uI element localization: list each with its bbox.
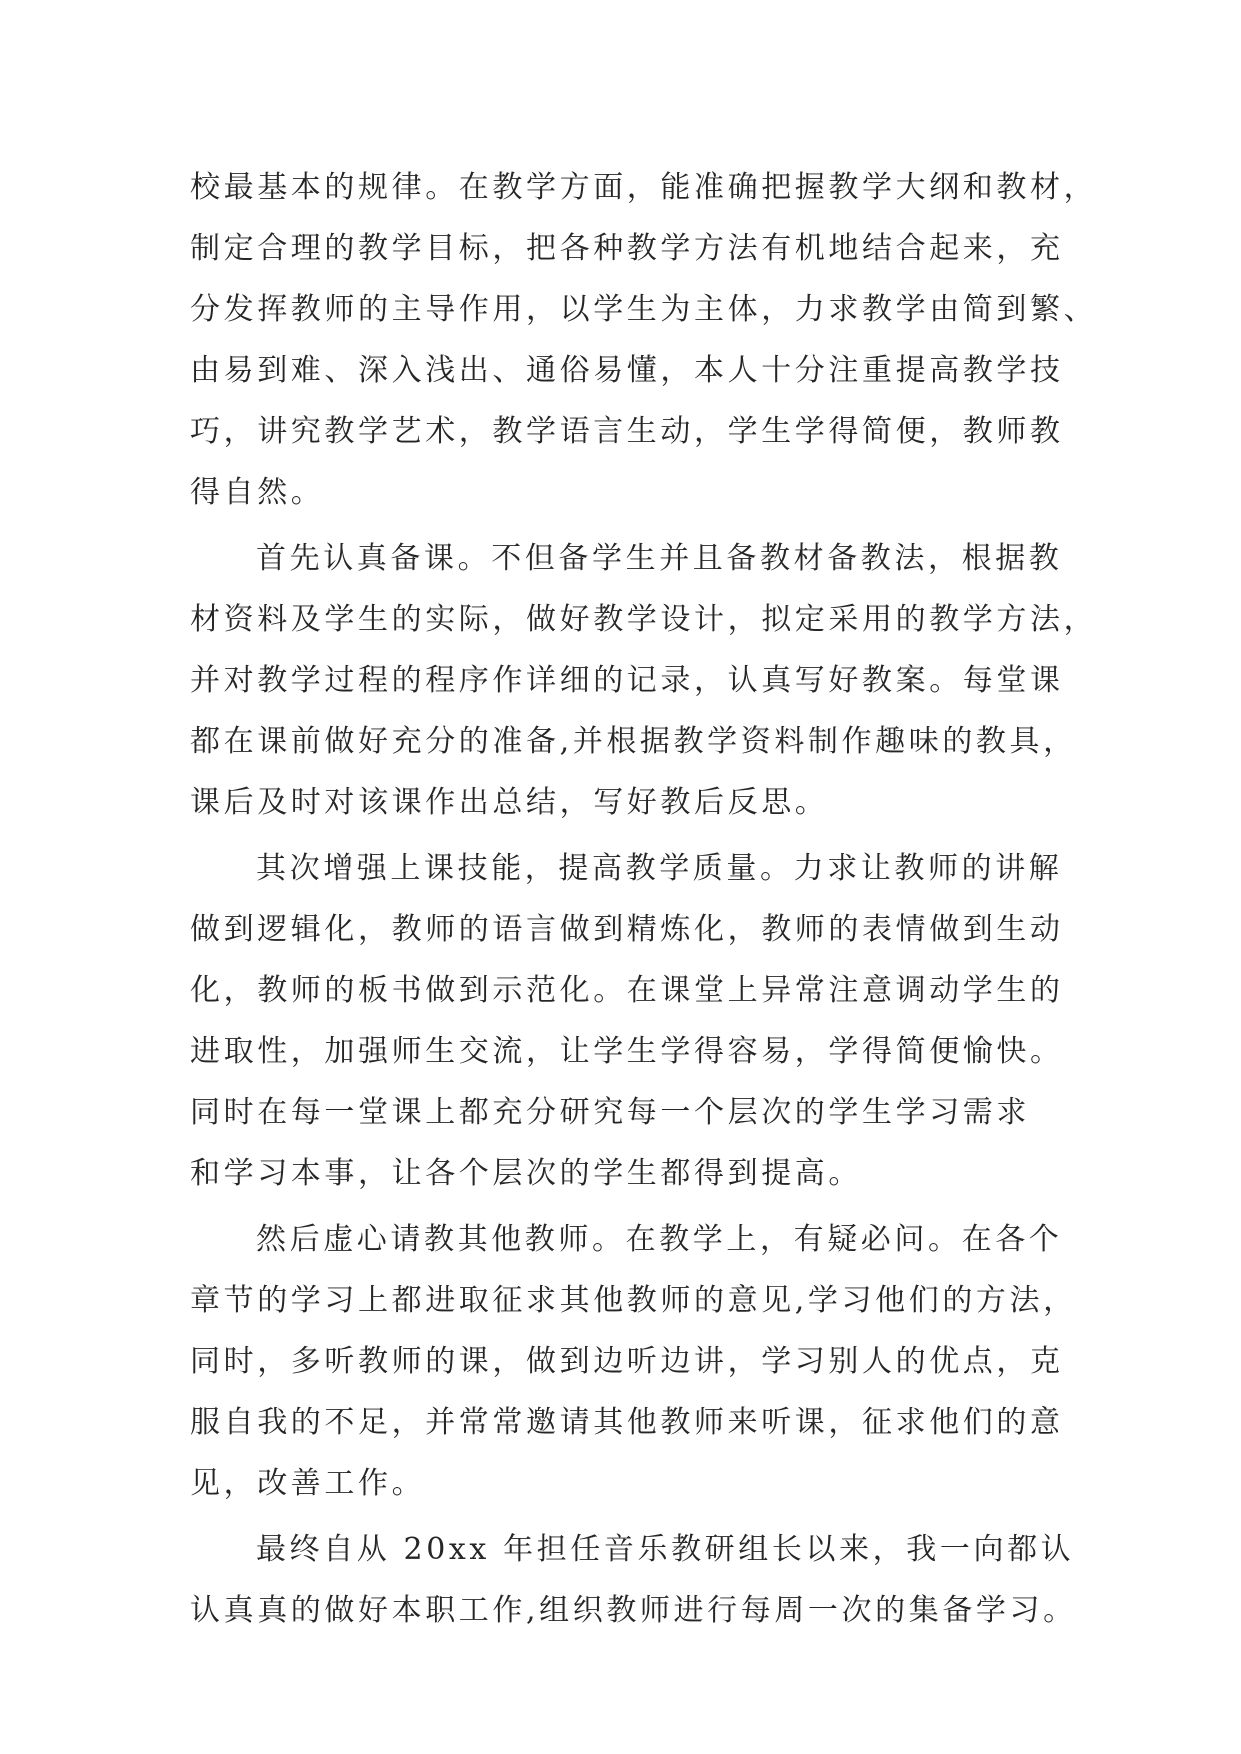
text-line: 其次增强上课技能，提高教学质量。力求让教师的讲解 (256, 851, 1063, 886)
text-line: 课后及时对该课作出总结，写好教后反思。 (190, 785, 829, 820)
text-line: 校最基本的规律。在教学方面，能准确把握教学大纲和教材， (190, 170, 1098, 205)
text-line: 制定合理的教学目标，把各种教学方法有机地结合起来，充 (190, 231, 1064, 266)
text-line: 巧，讲究教学艺术，教学语言生动，学生学得简便，教师教 (190, 414, 1064, 449)
text-line: 和学习本事，让各个层次的学生都得到提高。 (190, 1156, 862, 1191)
paragraph-2 (190, 528, 1098, 833)
document-body (190, 157, 1098, 1641)
text-line: 分发挥教师的主导作用，以学生为主体，力求教学由简到繁、 (190, 292, 1098, 327)
text-line: 同时，多听教师的课，做到边听边讲，学习别人的优点，克 (190, 1344, 1064, 1379)
paragraph-4 (190, 1209, 1077, 1514)
text-line: 做到逻辑化，教师的语言做到精炼化，教师的表情做到生动 (190, 912, 1064, 947)
text-line: 同时在每一堂课上都充分研究每一个层次的学生学习需求 (190, 1095, 1030, 1130)
text-line: 服自我的不足，并常常邀请其他教师来听课，征求他们的意 (190, 1405, 1064, 1440)
paragraph-5 (190, 1519, 1077, 1641)
text-line: 进取性，加强师生交流，让学生学得容易，学得简便愉快。 (190, 1034, 1064, 1069)
text-line: 见，改善工作。 (190, 1466, 426, 1501)
text-line: 并对教学过程的程序作详细的记录，认真写好教案。每堂课 (190, 663, 1064, 698)
text-line: 认真真的做好本职工作,组织教师进行每周一次的集备学习。 (190, 1593, 1077, 1628)
text-line: 章节的学习上都进取征求其他教师的意见,学习他们的方法， (190, 1283, 1077, 1318)
text-line: 最终自从 20xx 年担任音乐教研组长以来，我一向都认 (256, 1532, 1075, 1567)
text-line: 材资料及学生的实际，做好教学设计，拟定采用的教学方法， (190, 602, 1098, 637)
text-line: 都在课前做好充分的准备,并根据教学资料制作趣味的教具， (190, 724, 1077, 759)
paragraph-3 (190, 838, 1062, 1204)
text-line: 化，教师的板书做到示范化。在课堂上异常注意调动学生的 (190, 973, 1064, 1008)
text-line: 首先认真备课。不但备学生并且备教材备教法，根据教 (256, 541, 1063, 576)
text-line: 然后虚心请教其他教师。在教学上，有疑必问。在各个 (256, 1222, 1063, 1257)
text-line: 由易到难、深入浅出、通俗易懂，本人十分注重提高教学技 (190, 353, 1064, 388)
paragraph-1 (190, 157, 1098, 523)
text-line: 得自然。 (190, 475, 325, 510)
